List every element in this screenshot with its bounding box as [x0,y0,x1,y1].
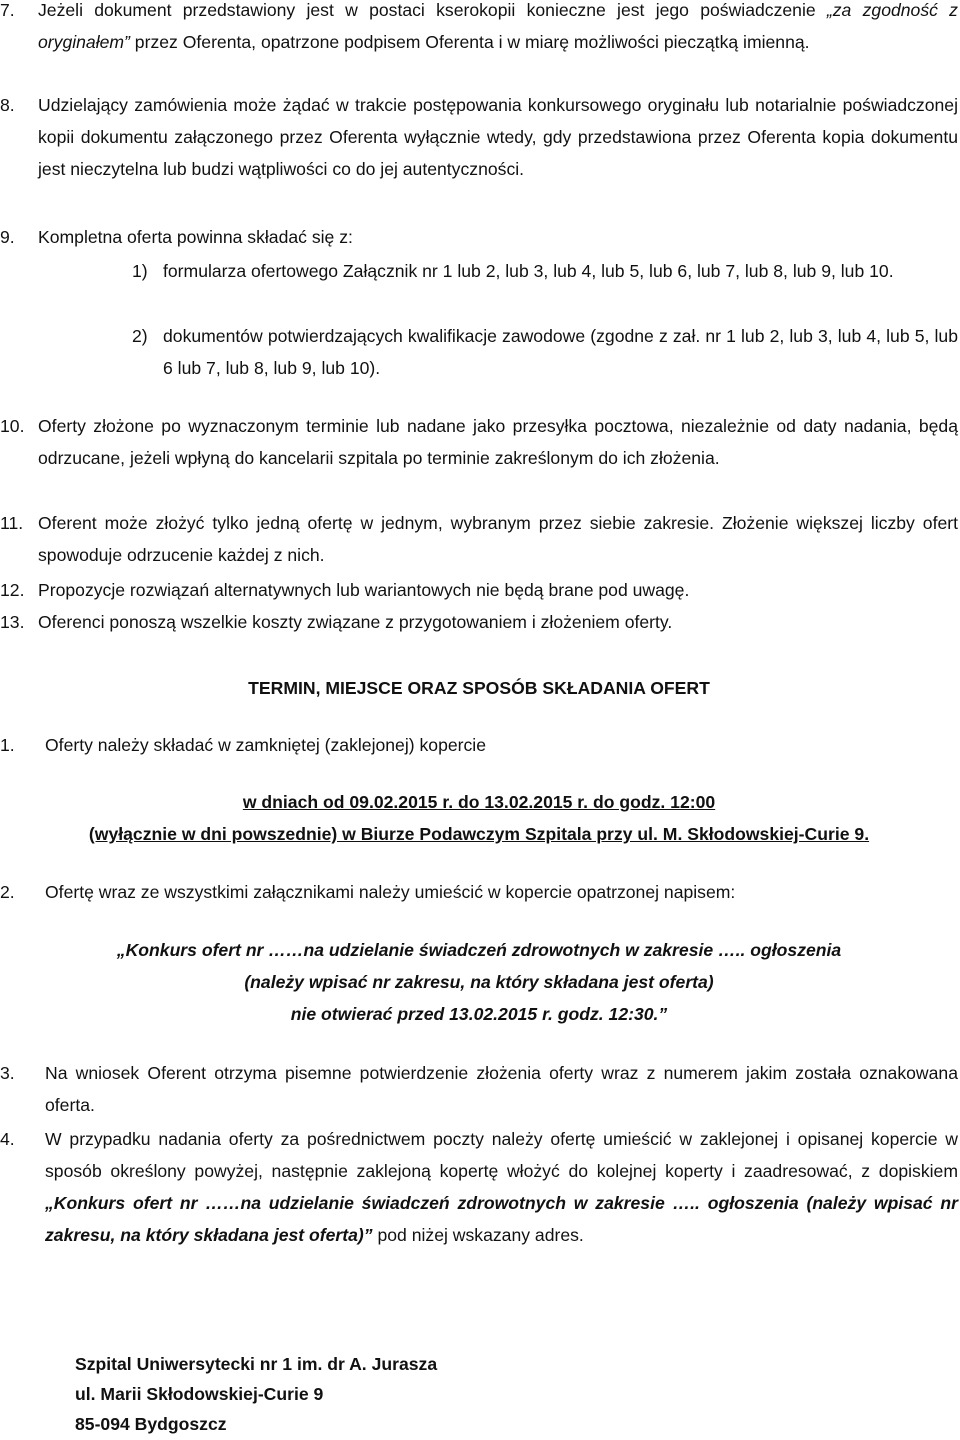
sub-item-number: 1) [132,261,148,281]
sub-item-1 [132,255,958,287]
item-number: 3. [0,1063,15,1083]
item-number: 2. [0,882,15,902]
list-item-9 [0,221,958,253]
item-text [45,1123,958,1251]
section-item-1 [0,729,958,761]
item-text: Oferty należy składać w zamkniętej (zaklejonej) kopercie [45,735,487,755]
list-item-8 [0,89,958,185]
sub-item-text: dokumentów potwierdzających kwalifikacje zawodowe (zgodne z zał. nr 1 lub 2, lub 3, lub 4, lub 5, lub 6 lub 7, lub 8, lub 9, lub 10). [163,326,958,378]
item-text: Propozycje rozwiązań alternatywnych lub wariantowych nie będą brane pod uwagę. [38,580,690,600]
list-item-10 [0,410,958,474]
address-line-2: ul. Marii Skłodowskiej-Curie 9 [75,1384,324,1404]
item-number: 4. [0,1129,15,1149]
list-item-12 [0,574,958,606]
section-heading: TERMIN, MIEJSCE ORAZ SPOSÓB SKŁADANIA OFERT [248,678,710,698]
item-text: Oferent może złożyć tylko jedną ofertę w jednym, wybranym przez siebie zakresie. Złożenie większej liczby ofert spowoduje odrzucenie każdej z nich. [38,513,958,565]
item-text: Na wniosek Oferent otrzyma pisemne potwierdzenie złożenia oferty wraz z numerem jakim została oznakowana oferta. [45,1063,958,1115]
envelope-line-1: „Konkurs ofert nr ……na udzielanie świadczeń zdrowotnych w zakresie ….. ogłoszenia [116,940,842,960]
list-item-7 [0,0,958,58]
item-text-part: W przypadku nadania oferty za pośrednictwem poczty należy ofertę umieścić w zaklejonej i opisanej kopercie w sposób określony powyżej, następnie zaklejoną kopertę włożyć do kolejnej koperty i zaadresować, z dopiskiem [45,1129,958,1181]
address-line-1: Szpital Uniwersytecki nr 1 im. dr A. Jurasza [75,1354,438,1374]
italic-phrase: „za zgodność z oryginałem” [38,0,958,52]
item-text-part: Jeżeli dokument przedstawiony jest w postaci kserokopii konieczne jest jego poświadczenie [38,0,827,20]
sub-item-text: formularza ofertowego Załącznik nr 1 lub 2, lub 3, lub 4, lub 5, lub 6, lub 7, lub 8, lub 9, lub 10. [163,261,894,281]
address-line-3: 85-094 Bydgoszcz [75,1414,227,1434]
item-text: Udzielający zamówienia może żądać w trakcie postępowania konkursowego oryginału lub notarialnie poświadczonej kopii dokumentu załączonego przez Oferenta wyłącznie wtedy, gdy przedstawiona przez Oferenta kopia dokumentu jest nieczytelna lub budzi wątpliwości co do jej autentyczności. [38,95,958,179]
list-item-13 [0,606,958,638]
item-text: Oferenci ponoszą wszelkie koszty związane z przygotowaniem i złożeniem oferty. [38,612,673,632]
section-item-2 [0,876,958,908]
item-text-part: pod niżej wskazany adres. [372,1225,584,1245]
item-text-part: przez Oferenta, opatrzone podpisem Oferenta i w miarę możliwości pieczątką imienną. [129,32,810,52]
section-item-3 [0,1057,958,1121]
submission-dates: w dniach od 09.02.2015 r. do 13.02.2015 r. do godz. 12:00 [242,792,716,812]
section-item-4 [0,1123,958,1251]
sub-item-number: 2) [132,326,148,346]
item-number: 10. [0,416,25,436]
item-text [38,0,958,58]
item-number: 11. [0,513,24,533]
submission-place: (wyłącznie w dni powszednie) w Biurze Podawczym Szpitala przy ul. M. Skłodowskiej-Curie 9. [88,824,870,844]
sub-item-2 [132,320,958,384]
bold-italic-phrase: „Konkurs ofert nr ……na udzielanie świadczeń zdrowotnych w zakresie ….. ogłoszenia (należy wpisać nr zakresu, na który składana jest oferta)” [45,1193,958,1245]
item-text: Oferty złożone po wyznaczonym terminie lub nadane jako przesyłka pocztowa, niezależnie od daty nadania, będą odrzucane, jeżeli wpłyną do kancelarii szpitala po terminie zakreślonym do ich złożenia. [38,416,958,468]
envelope-line-2: (należy wpisać nr zakresu, na który składana jest oferta) [244,972,714,992]
item-text: Kompletna oferta powinna składać się z: [38,227,353,247]
item-number: 8. [0,95,15,115]
envelope-line-3: nie otwierać przed 13.02.2015 r. godz. 12:30.” [290,1004,668,1024]
item-number: 12. [0,580,25,600]
list-item-11 [0,507,958,571]
item-number: 9. [0,227,15,247]
item-number: 1. [0,735,15,755]
item-text: Ofertę wraz ze wszystkimi załącznikami należy umieścić w kopercie opatrzonej napisem: [45,882,736,902]
item-number: 13. [0,612,25,632]
item-number: 7. [0,0,15,20]
